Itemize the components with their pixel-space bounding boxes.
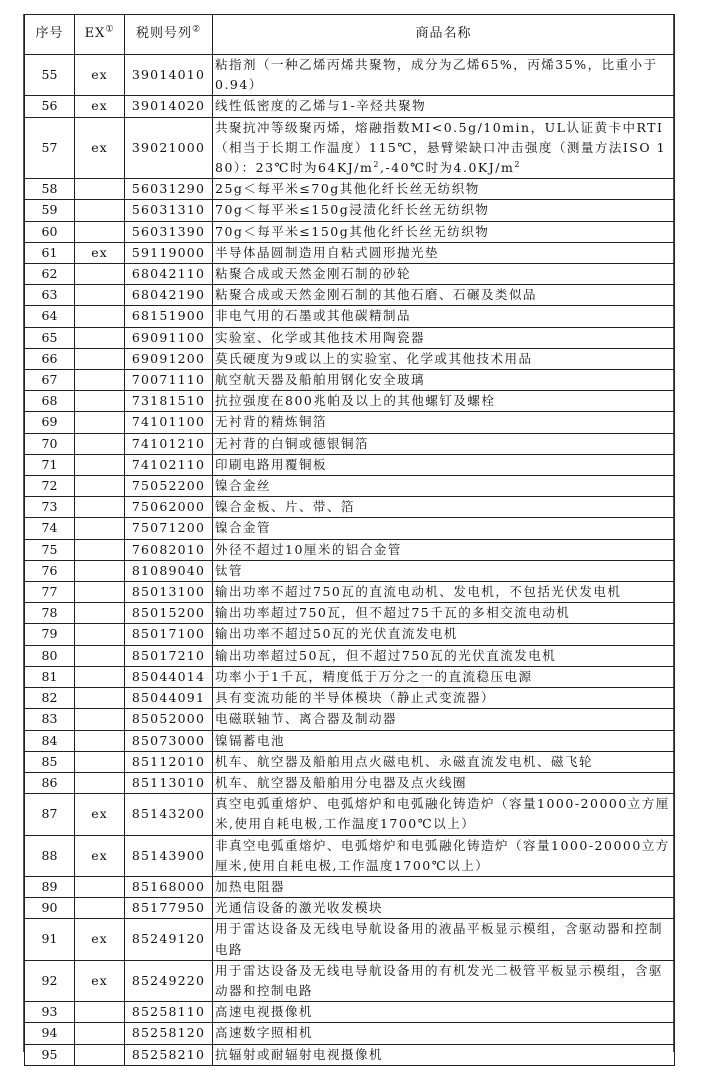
row-product-name-cell: 具有变流功能的半导体模块（静止式变流器）: [213, 688, 675, 709]
row-ex-cell: [75, 876, 125, 897]
row-seq-cell: 89: [25, 876, 75, 897]
row-tariff-code-cell: 85143900: [125, 835, 213, 876]
table-row: [25, 55, 675, 96]
table-row: [25, 96, 675, 117]
row-seq-cell: 93: [25, 1002, 75, 1023]
row-tariff-code-cell: 70071110: [125, 370, 213, 391]
table-row: [25, 497, 675, 518]
row-ex-cell: [75, 582, 125, 603]
row-product-name-cell: 镍合金板、片、带、箔: [213, 497, 675, 518]
table-row: [25, 1002, 675, 1023]
table-row: [25, 179, 675, 200]
row-tariff-code-cell: 81089040: [125, 560, 213, 581]
row-product-name-cell: 输出功率不超过50瓦的光伏直流发电机: [213, 624, 675, 645]
row-seq-cell: 77: [25, 582, 75, 603]
table-row: [25, 348, 675, 369]
table-row: [25, 327, 675, 348]
table-row: [25, 772, 675, 793]
table-row: [25, 919, 675, 960]
table-row: [25, 709, 675, 730]
row-tariff-code-cell: 85258120: [125, 1023, 213, 1044]
row-ex-cell: [75, 730, 125, 751]
row-product-name-cell: 用于雷达设备及无线电导航设备用的有机发光二极管平板显示模组，含驱动器和控制电路: [213, 960, 675, 1001]
row-tariff-code-cell: 75052200: [125, 476, 213, 497]
table-row: [25, 560, 675, 581]
row-ex-cell: ex: [75, 960, 125, 1001]
row-seq-cell: 74: [25, 518, 75, 539]
table-row: [25, 960, 675, 1001]
squared-superscript: 2: [514, 159, 521, 169]
table-row: [25, 1044, 675, 1065]
row-product-name-cell: 输出功率超过750瓦，但不超过75千瓦的多相交流电动机: [213, 603, 675, 624]
row-ex-cell: [75, 518, 125, 539]
table-row: [25, 898, 675, 919]
row-product-name-cell: 功率小于1千瓦，精度低于万分之一的直流稳压电源: [213, 666, 675, 687]
row-product-name-cell: 镍合金丝: [213, 476, 675, 497]
row-ex-cell: [75, 348, 125, 369]
row-seq-cell: 94: [25, 1023, 75, 1044]
table-row: [25, 582, 675, 603]
row-seq-cell: 71: [25, 454, 75, 475]
row-tariff-code-cell: 85249120: [125, 919, 213, 960]
row-tariff-code-cell: 68042110: [125, 264, 213, 285]
row-tariff-code-cell: 68042190: [125, 285, 213, 306]
table-row: [25, 835, 675, 876]
row-product-name-cell: 印刷电路用覆铜板: [213, 454, 675, 475]
table-body: [25, 55, 675, 1066]
row-ex-cell: [75, 433, 125, 454]
row-product-name-cell: 航空航天器及船舶用钢化安全玻璃: [213, 370, 675, 391]
row-tariff-code-cell: 39014010: [125, 55, 213, 96]
row-tariff-code-cell: 85052000: [125, 709, 213, 730]
table-row: [25, 117, 675, 179]
row-ex-cell: [75, 391, 125, 412]
row-ex-cell: [75, 327, 125, 348]
row-ex-cell: [75, 1002, 125, 1023]
row-seq-cell: 70: [25, 433, 75, 454]
row-ex-cell: [75, 898, 125, 919]
row-ex-cell: ex: [75, 96, 125, 117]
row-ex-cell: [75, 306, 125, 327]
row-seq-cell: 90: [25, 898, 75, 919]
row-seq-cell: 87: [25, 794, 75, 835]
row-product-name-cell: 机车、航空器及船舶用分电器及点火线圈: [213, 772, 675, 793]
row-tariff-code-cell: 69091100: [125, 327, 213, 348]
row-seq-cell: 95: [25, 1044, 75, 1065]
row-seq-cell: 68: [25, 391, 75, 412]
table-row: [25, 624, 675, 645]
row-product-name-cell: 钛管: [213, 560, 675, 581]
row-seq-cell: 76: [25, 560, 75, 581]
row-tariff-code-cell: 74101210: [125, 433, 213, 454]
row-ex-cell: [75, 476, 125, 497]
row-seq-cell: 73: [25, 497, 75, 518]
row-tariff-code-cell: 85113010: [125, 772, 213, 793]
row-ex-cell: [75, 603, 125, 624]
row-tariff-code-cell: 85044014: [125, 666, 213, 687]
table-row: [25, 751, 675, 772]
row-seq-cell: 72: [25, 476, 75, 497]
row-product-name-cell: 无衬背的白铜或德银铜箔: [213, 433, 675, 454]
row-product-name-cell: 抗拉强度在800兆帕及以上的其他螺钉及螺栓: [213, 391, 675, 412]
row-tariff-code-cell: 76082010: [125, 539, 213, 560]
row-product-name-cell: 无衬背的精炼铜箔: [213, 412, 675, 433]
row-ex-cell: [75, 179, 125, 200]
table-row: [25, 476, 675, 497]
row-ex-cell: [75, 497, 125, 518]
row-seq-cell: 67: [25, 370, 75, 391]
header-code: [125, 15, 213, 55]
table-row: [25, 730, 675, 751]
name-text: 共聚抗冲等级聚丙烯，熔融指数MI<0.5g/10min，UL认证黄卡中RTI（相当于长期工作温度）115℃，悬臂梁缺口冲击强度（测量方法ISO 180）：23℃时为64KJ/m: [215, 119, 667, 176]
row-product-name-cell: 高速数字照相机: [213, 1023, 675, 1044]
row-tariff-code-cell: 85013100: [125, 582, 213, 603]
row-tariff-code-cell: 75062000: [125, 497, 213, 518]
row-seq-cell: 81: [25, 666, 75, 687]
row-ex-cell: [75, 1044, 125, 1065]
row-tariff-code-cell: 39014020: [125, 96, 213, 117]
row-product-name-cell: 非电气用的石墨或其他碳精制品: [213, 306, 675, 327]
table-row: [25, 391, 675, 412]
row-product-name-cell: 真空电弧重熔炉、电弧熔炉和电弧融化铸造炉（容量1000-20000立方厘米,使用自耗电极,工作温度1700℃以上）: [213, 794, 675, 835]
table-row: [25, 794, 675, 835]
header-ex: [75, 15, 125, 55]
row-ex-cell: ex: [75, 117, 125, 179]
header-code-label: 税则号列: [135, 26, 192, 42]
row-seq-cell: 62: [25, 264, 75, 285]
row-ex-cell: [75, 221, 125, 242]
row-product-name-cell: 70g＜每平米≤150g浸渍化纤长丝无纺织物: [213, 200, 675, 221]
row-product-name-cell: 加热电阻器: [213, 876, 675, 897]
row-product-name-cell: 用于雷达设备及无线电导航设备用的液晶平板显示模组，含驱动器和控制电路: [213, 919, 675, 960]
row-tariff-code-cell: 85249220: [125, 960, 213, 1001]
table-row: [25, 666, 675, 687]
row-seq-cell: 63: [25, 285, 75, 306]
row-seq-cell: 57: [25, 117, 75, 179]
header-name-label: 商品名称: [415, 26, 472, 42]
row-tariff-code-cell: 39021000: [125, 117, 213, 179]
table-row: [25, 264, 675, 285]
row-seq-cell: 80: [25, 645, 75, 666]
table-row: [25, 1023, 675, 1044]
row-tariff-code-cell: 68151900: [125, 306, 213, 327]
row-product-name-cell: 线性低密度的乙烯与1-辛烃共聚物: [213, 96, 675, 117]
row-tariff-code-cell: 59119000: [125, 242, 213, 263]
row-seq-cell: 79: [25, 624, 75, 645]
row-seq-cell: 84: [25, 730, 75, 751]
header-seq: [25, 15, 75, 55]
table-row: [25, 539, 675, 560]
header-seq-label: 序号: [35, 26, 64, 42]
row-tariff-code-cell: 85177950: [125, 898, 213, 919]
table-row: [25, 370, 675, 391]
table-row: [25, 306, 675, 327]
row-seq-cell: 91: [25, 919, 75, 960]
row-product-name-cell: 粘指剂（一种乙烯丙烯共聚物，成分为乙烯65%，丙烯35%，比重小于0.94）: [213, 55, 675, 96]
row-tariff-code-cell: 74102110: [125, 454, 213, 475]
row-product-name-cell: 外径不超过10厘米的铝合金管: [213, 539, 675, 560]
row-ex-cell: [75, 370, 125, 391]
row-product-name-cell: 输出功率不超过750瓦的直流电动机、发电机，不包括光伏发电机: [213, 582, 675, 603]
row-product-name-cell: 机车、航空器及船舶用点火磁电机、永磁直流发电机、磁飞轮: [213, 751, 675, 772]
row-seq-cell: 88: [25, 835, 75, 876]
table-row: [25, 454, 675, 475]
row-product-name-cell: 粘聚合成或天然金刚石制的砂轮: [213, 264, 675, 285]
table-row: [25, 221, 675, 242]
row-ex-cell: ex: [75, 919, 125, 960]
row-tariff-code-cell: 85258110: [125, 1002, 213, 1023]
row-product-name-cell: 输出功率超过50瓦，但不超过750瓦的光伏直流发电机: [213, 645, 675, 666]
row-ex-cell: [75, 264, 125, 285]
table-row: [25, 688, 675, 709]
row-tariff-code-cell: 56031310: [125, 200, 213, 221]
table-row: [25, 518, 675, 539]
row-tariff-code-cell: 56031290: [125, 179, 213, 200]
row-product-name-cell: 实验室、化学或其他技术用陶瓷器: [213, 327, 675, 348]
row-product-name-cell: 抗辐射或耐辐射电视摄像机: [213, 1044, 675, 1065]
row-product-name-cell: 镍合金管: [213, 518, 675, 539]
row-ex-cell: [75, 751, 125, 772]
header-ex-label: EX: [84, 26, 106, 42]
row-ex-cell: [75, 285, 125, 306]
row-seq-cell: 64: [25, 306, 75, 327]
squared-superscript: 2: [373, 159, 380, 169]
row-ex-cell: [75, 645, 125, 666]
row-tariff-code-cell: 74101100: [125, 412, 213, 433]
row-seq-cell: 75: [25, 539, 75, 560]
row-tariff-code-cell: 85017100: [125, 624, 213, 645]
row-seq-cell: 86: [25, 772, 75, 793]
row-seq-cell: 78: [25, 603, 75, 624]
row-seq-cell: 65: [25, 327, 75, 348]
row-product-name-cell: 镍镉蓄电池: [213, 730, 675, 751]
row-ex-cell: [75, 412, 125, 433]
table-row: [25, 876, 675, 897]
row-seq-cell: 83: [25, 709, 75, 730]
table-row: [25, 412, 675, 433]
table-row: [25, 200, 675, 221]
row-ex-cell: [75, 709, 125, 730]
row-product-name-cell: 半导体晶圆制造用自粘式圆形抛光垫: [213, 242, 675, 263]
row-seq-cell: 60: [25, 221, 75, 242]
row-tariff-code-cell: 85044091: [125, 688, 213, 709]
table-row: [25, 645, 675, 666]
row-tariff-code-cell: 85112010: [125, 751, 213, 772]
row-product-name-cell: 高速电视摄像机: [213, 1002, 675, 1023]
row-seq-cell: 55: [25, 55, 75, 96]
row-product-name-cell: 25g＜每平米≤70g其他化纤长丝无纺织物: [213, 179, 675, 200]
row-product-name-cell: 光通信设备的激光收发模块: [213, 898, 675, 919]
row-ex-cell: [75, 200, 125, 221]
row-tariff-code-cell: 69091200: [125, 348, 213, 369]
row-ex-cell: [75, 539, 125, 560]
row-seq-cell: 59: [25, 200, 75, 221]
row-seq-cell: 61: [25, 242, 75, 263]
row-ex-cell: [75, 1023, 125, 1044]
row-ex-cell: [75, 688, 125, 709]
row-product-name-cell: 非真空电弧重熔炉、电弧熔炉和电弧融化铸造炉（容量1000-20000立方厘米,使用自耗电极,工作温度1700℃以上）: [213, 835, 675, 876]
row-seq-cell: 66: [25, 348, 75, 369]
table-row: [25, 433, 675, 454]
row-tariff-code-cell: 85017210: [125, 645, 213, 666]
table-row: [25, 603, 675, 624]
row-seq-cell: 92: [25, 960, 75, 1001]
row-tariff-code-cell: 75071200: [125, 518, 213, 539]
row-seq-cell: 56: [25, 96, 75, 117]
row-product-name-cell: 70g＜每平米≤150g其他化纤长丝无纺织物: [213, 221, 675, 242]
footnote-2-marker: ②: [191, 25, 202, 36]
row-tariff-code-cell: 85073000: [125, 730, 213, 751]
row-seq-cell: 82: [25, 688, 75, 709]
row-seq-cell: 85: [25, 751, 75, 772]
row-ex-cell: [75, 560, 125, 581]
row-ex-cell: ex: [75, 55, 125, 96]
row-ex-cell: ex: [75, 242, 125, 263]
row-tariff-code-cell: 85143200: [125, 794, 213, 835]
row-product-name-cell: 电磁联轴节、离合器及制动器: [213, 709, 675, 730]
row-product-name-cell: 莫氏硬度为9或以上的实验室、化学或其他技术用品: [213, 348, 675, 369]
row-tariff-code-cell: 85258210: [125, 1044, 213, 1065]
tariff-table: [24, 14, 675, 1066]
row-ex-cell: ex: [75, 794, 125, 835]
table-row: [25, 242, 675, 263]
row-product-name-cell: [213, 117, 675, 179]
header-name: [213, 15, 675, 55]
footnote-1-marker: ①: [105, 25, 115, 36]
name-text: ,-40℃时为4.0KJ/m: [379, 160, 515, 176]
row-seq-cell: 58: [25, 179, 75, 200]
row-ex-cell: [75, 454, 125, 475]
row-tariff-code-cell: 73181510: [125, 391, 213, 412]
row-seq-cell: 69: [25, 412, 75, 433]
table-row: [25, 285, 675, 306]
row-tariff-code-cell: 85168000: [125, 876, 213, 897]
row-product-name-cell: 粘聚合成或天然金刚石制的其他石磨、石碾及类似品: [213, 285, 675, 306]
row-ex-cell: [75, 772, 125, 793]
row-ex-cell: [75, 624, 125, 645]
table-header-row: [25, 15, 675, 55]
row-tariff-code-cell: 85015200: [125, 603, 213, 624]
row-tariff-code-cell: 56031390: [125, 221, 213, 242]
row-ex-cell: ex: [75, 835, 125, 876]
row-ex-cell: [75, 666, 125, 687]
